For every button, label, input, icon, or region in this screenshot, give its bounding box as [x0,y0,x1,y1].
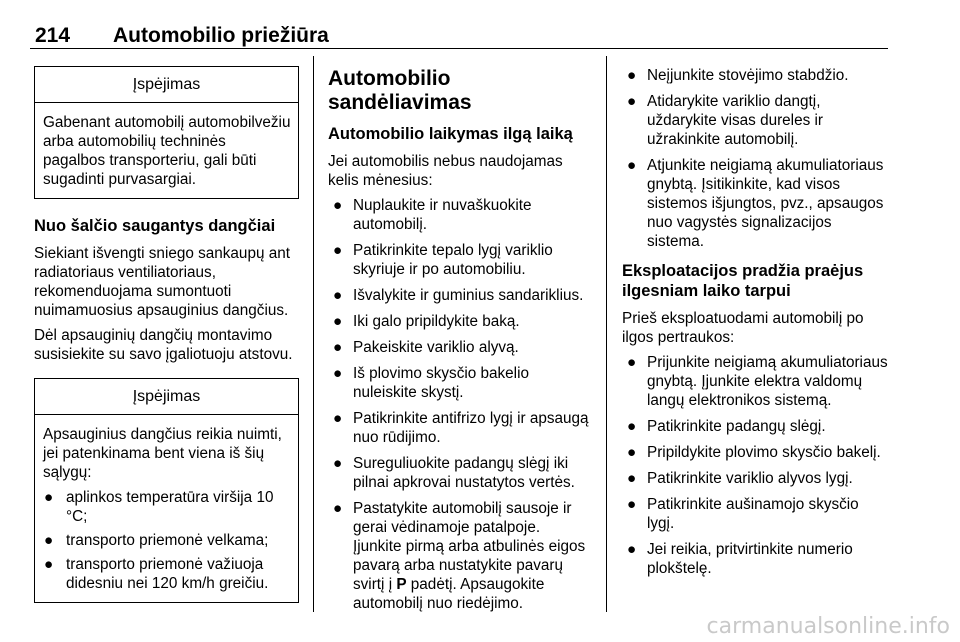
list-item: ● Sureguliuokite padangų slėgį iki pilnai apkrovai nustatytos vertės. [333,455,575,491]
bullet-icon: ● [333,242,343,259]
list-item: ● Jei reikia, pritvirtinkite numerio plokštelę. [627,541,853,577]
section-heading-frost-covers: Nuo šalčio saugantys dangčiai [34,217,276,235]
bullet-icon: ● [44,489,54,506]
list-item: ● Patikrinkite padangų slėgį. [627,418,826,435]
bullet-icon: ● [333,500,343,517]
bullet-icon: ● [333,410,343,427]
bullet-icon: ● [44,556,54,573]
list-item: ● Prijunkite neigiamą akumuliatoriaus gnybtą. Įjunkite elektra valdomų langų elektronikos sistemą. [627,354,888,409]
column-divider-1 [313,56,314,612]
list-item: ● Pripildykite plovimo skysčio bakelį. [627,444,881,461]
paragraph: Prieš eksploatuodami automobilį po ilgos pertraukos: [622,310,864,346]
bullet-icon: ● [627,157,637,174]
bullet-icon: ● [627,93,637,110]
bullet-icon: ● [333,287,343,304]
warning-title: Įspėjimas [35,67,298,103]
bullet-icon: ● [333,197,343,214]
list-item: ● Pakeiskite variklio alyvą. [333,339,519,356]
list-item: ● Patikrinkite tepalo lygį variklio skyriuje ir po automobiliu. [333,242,553,278]
warning-body [35,415,298,602]
storage-steps-list [328,196,591,613]
column-middle [328,67,591,620]
list-item: ● Atjunkite neigiamą akumuliatoriaus gnybtą. Įsitikinkite, kad visos sistemos išjungtos, pvz., apsaugos nuo vagystės signalizacijos sistema. [627,157,884,250]
list-item: ● Iki galo pripildykite baką. [333,313,520,330]
bullet-icon: ● [627,470,637,487]
list-item: ● Iš plovimo skysčio bakelio nuleiskite skystį. [333,365,529,401]
list-item: ● aplinkos temperatūra viršija 10 °C; [44,489,274,525]
warning-condition-list [43,488,291,593]
list-item: ● transporto priemonė velkama; [44,532,269,549]
list-item: ● Patikrinkite antifrizo lygį ir apsaugą nuo rūdijimo. [333,410,589,446]
bullet-icon: ● [333,313,343,330]
storage-steps-list-continued [622,66,890,251]
warning-intro: Apsauginius dangčius reikia nuimti, jei patenkinama bent viena iš šių sąlygų: [43,426,282,481]
list-item: ● Atidarykite variklio dangtį, uždarykite visas dureles ir užrakinkite automobilį. [627,93,823,148]
list-item: ● Pastatykite automobilį sausoje ir gerai vėdinamoje patalpoje. Įjunkite pirmą arba atbulinės eigos pavarą arba nustatykite pavarų svirtį į P padėtį. Apsaugokite automobilį nuo riedėjimo. [333,500,586,612]
paragraph: Jei automobilis nebus naudojamas kelis mėnesius: [328,153,563,189]
list-item: ● transporto priemonė važiuoja didesniu nei 120 km/h greičiu. [44,556,269,592]
bullet-icon: ● [333,455,343,472]
page-number: 214 [35,24,71,47]
warning-box-mudguards [34,66,299,199]
recommissioning-steps-list [622,353,890,578]
section-heading-recommissioning: Eksploatacijos pradžia praėjus ilgesniam laiko tarpui [622,262,864,300]
column-left [34,66,299,603]
warning-box-covers [34,378,299,603]
column-divider-2 [606,56,607,612]
page-header [30,22,888,49]
paragraph: Siekiant išvengti sniego sankaupų ant radiatoriaus ventiliatoriaus, rekomenduojama sumontuoti nuimamuosius apsauginius dangčius. [34,245,290,319]
list-item: ● Patikrinkite variklio alyvos lygį. [627,470,853,487]
list-item: ● Nuplaukite ir nuvaškuokite automobilį. [333,197,532,233]
column-right [622,66,890,585]
warning-title: Įspėjimas [35,379,298,415]
section-title-storage: Automobilio sandėliavimas [328,67,472,114]
bullet-icon: ● [627,541,637,558]
warning-text: Gabenant automobilį automobilvežiu arba automobilių techninės pagalbos transporteriu, gali būti sugadinti purvasargiai. [43,114,291,188]
bullet-icon: ● [627,418,637,435]
bullet-icon: ● [627,354,637,371]
bullet-icon: ● [44,532,54,549]
paragraph: Dėl apsauginių dangčių montavimo susisiekite su savo įgaliotuoju atstovu. [34,327,293,363]
bullet-icon: ● [333,365,343,382]
watermark: carmanualsonline.info [706,614,950,639]
list-item: ● Patikrinkite aušinamojo skysčio lygį. [627,496,859,532]
bullet-icon: ● [627,444,637,461]
bullet-icon: ● [627,67,637,84]
page-title: Automobilio priežiūra [113,24,329,47]
list-item: ● Išvalykite ir guminius sandariklius. [333,287,584,304]
subsection-heading: Automobilio laikymas ilgą laiką [328,125,573,143]
bullet-icon: ● [333,339,343,356]
bullet-icon: ● [627,496,637,513]
gear-position-p: P [396,576,407,593]
list-item: ● Neįjunkite stovėjimo stabdžio. [627,67,849,84]
